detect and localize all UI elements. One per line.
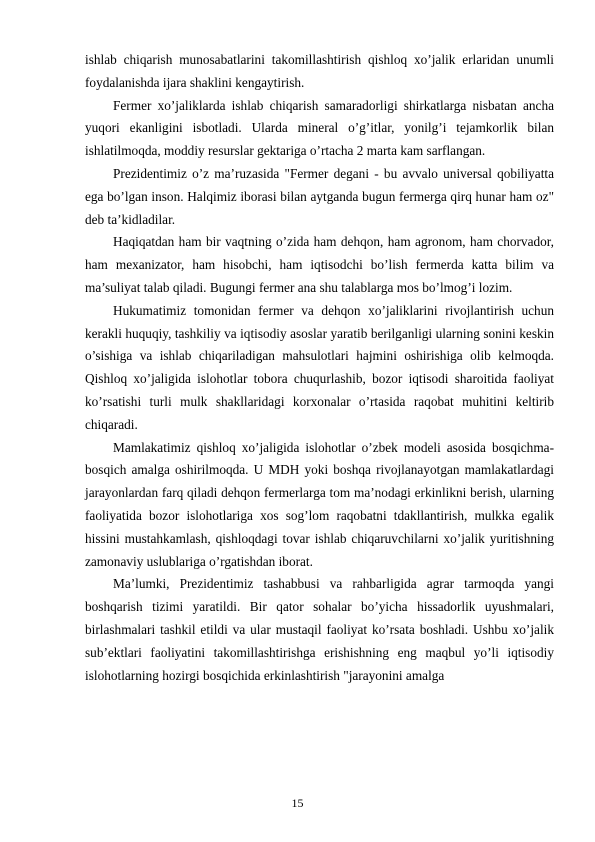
paragraph-president-quote: Prezidentimiz o’z ma’ruzasida "Fermer degani - bu avvalo universal qobiliyatta ega bo’lgan inson. Halqimiz iborasi bilan aytganda bugun fermerga qirq hunar ham oz" deb ta’kidladilar. [85, 165, 554, 227]
paragraph-continued: ishlab chiqarish munosabatlarini takomillashtirish qishloq xo’jalik erlaridan unumli foydalanishda ijara shaklini kengaytirish. [85, 52, 554, 90]
paragraph-fermer-roles: Haqiqatdan ham bir vaqtning o’zida ham dehqon, ham agronom, ham chorvador, ham mexanizator, ham hisobchi, ham iqtisodchi bo’lish fermerda katta bilim va ma’suliyat talab qiladi. Bugungi fermer ana shu talablarga mos bo’lmog’i lozim. [85, 234, 554, 295]
paragraph-uzbek-model: Mamlakatimiz qishloq xo’jaligida islohotlar o’zbek modeli asosida bosqichma-bosqich amalga oshirilmoqda. U MDH yoki boshqa rivojlanayotgan mamlakatlardagi jarayonlardan farq qiladi dehqon fermerlarga tom ma’nodagi erkinlikni berish, ularning faoliyatida bozor islohotlariga xos sog’lom raqobatni tdakllantirish, mulkka egalik hissini mustahkamlash, qishloqdagi tovar ishlab chiqaruvchilarni xo’jalik yuritishning zamonaviy uslublariga o’rgatishdan iborat. [85, 439, 554, 569]
body-text [85, 49, 554, 687]
paragraph-government-support: Hukumatimiz tomonidan fermer va dehqon xo’jaliklarini rivojlantirish uchun kerakli huquqiy, tashkiliy va iqtisodiy asoslar yaratib berilganligi ularning sonini keskin o’sishiga va ishlab chiqariladigan mahsulotlari hajmini oshirishiga olib kelmoqda. Qishloq xo’jaligida islohotlar tobora chuqurlashib, bozor iqtisodi sharoitida faoliyat ko’rsatishi turli mulk shakllaridagi korxonalar o’rtasida raqobat muhitini keltirib chiqaradi. [85, 302, 554, 432]
paragraph-management-system: Ma’lumki, Prezidentimiz tashabbusi va rahbarligida agrar tarmoqda yangi boshqarish tizimi yaratildi. Bir qator sohalar bo’yicha hissadorlik uyushmalari, birlashmalari tashkil etildi va ular mustaqil faoliyat ko’rsata boshladi. Ushbu xo’jalik sub’ektlari faoliyatini takomillashtirishga erishishning eng maqbul yo’li iqtisodiy islohotlarning hozirgi bosqichida erkinlashtirish "jarayonini amalga [85, 576, 554, 683]
paragraph-fermer-efficiency: Fermer xo’jaliklarda ishlab chiqarish samaradorligi shirkatlarga nisbatan ancha yuqori ekanligini isbotladi. Ularda mineral o’g’itlar, yonilg’i tejamkorlik bilan ishlatilmoqda, moddiy resurslar gektariga o’rtacha 2 marta kam sarflangan. [85, 97, 554, 159]
page-number: 15 [291, 796, 304, 810]
